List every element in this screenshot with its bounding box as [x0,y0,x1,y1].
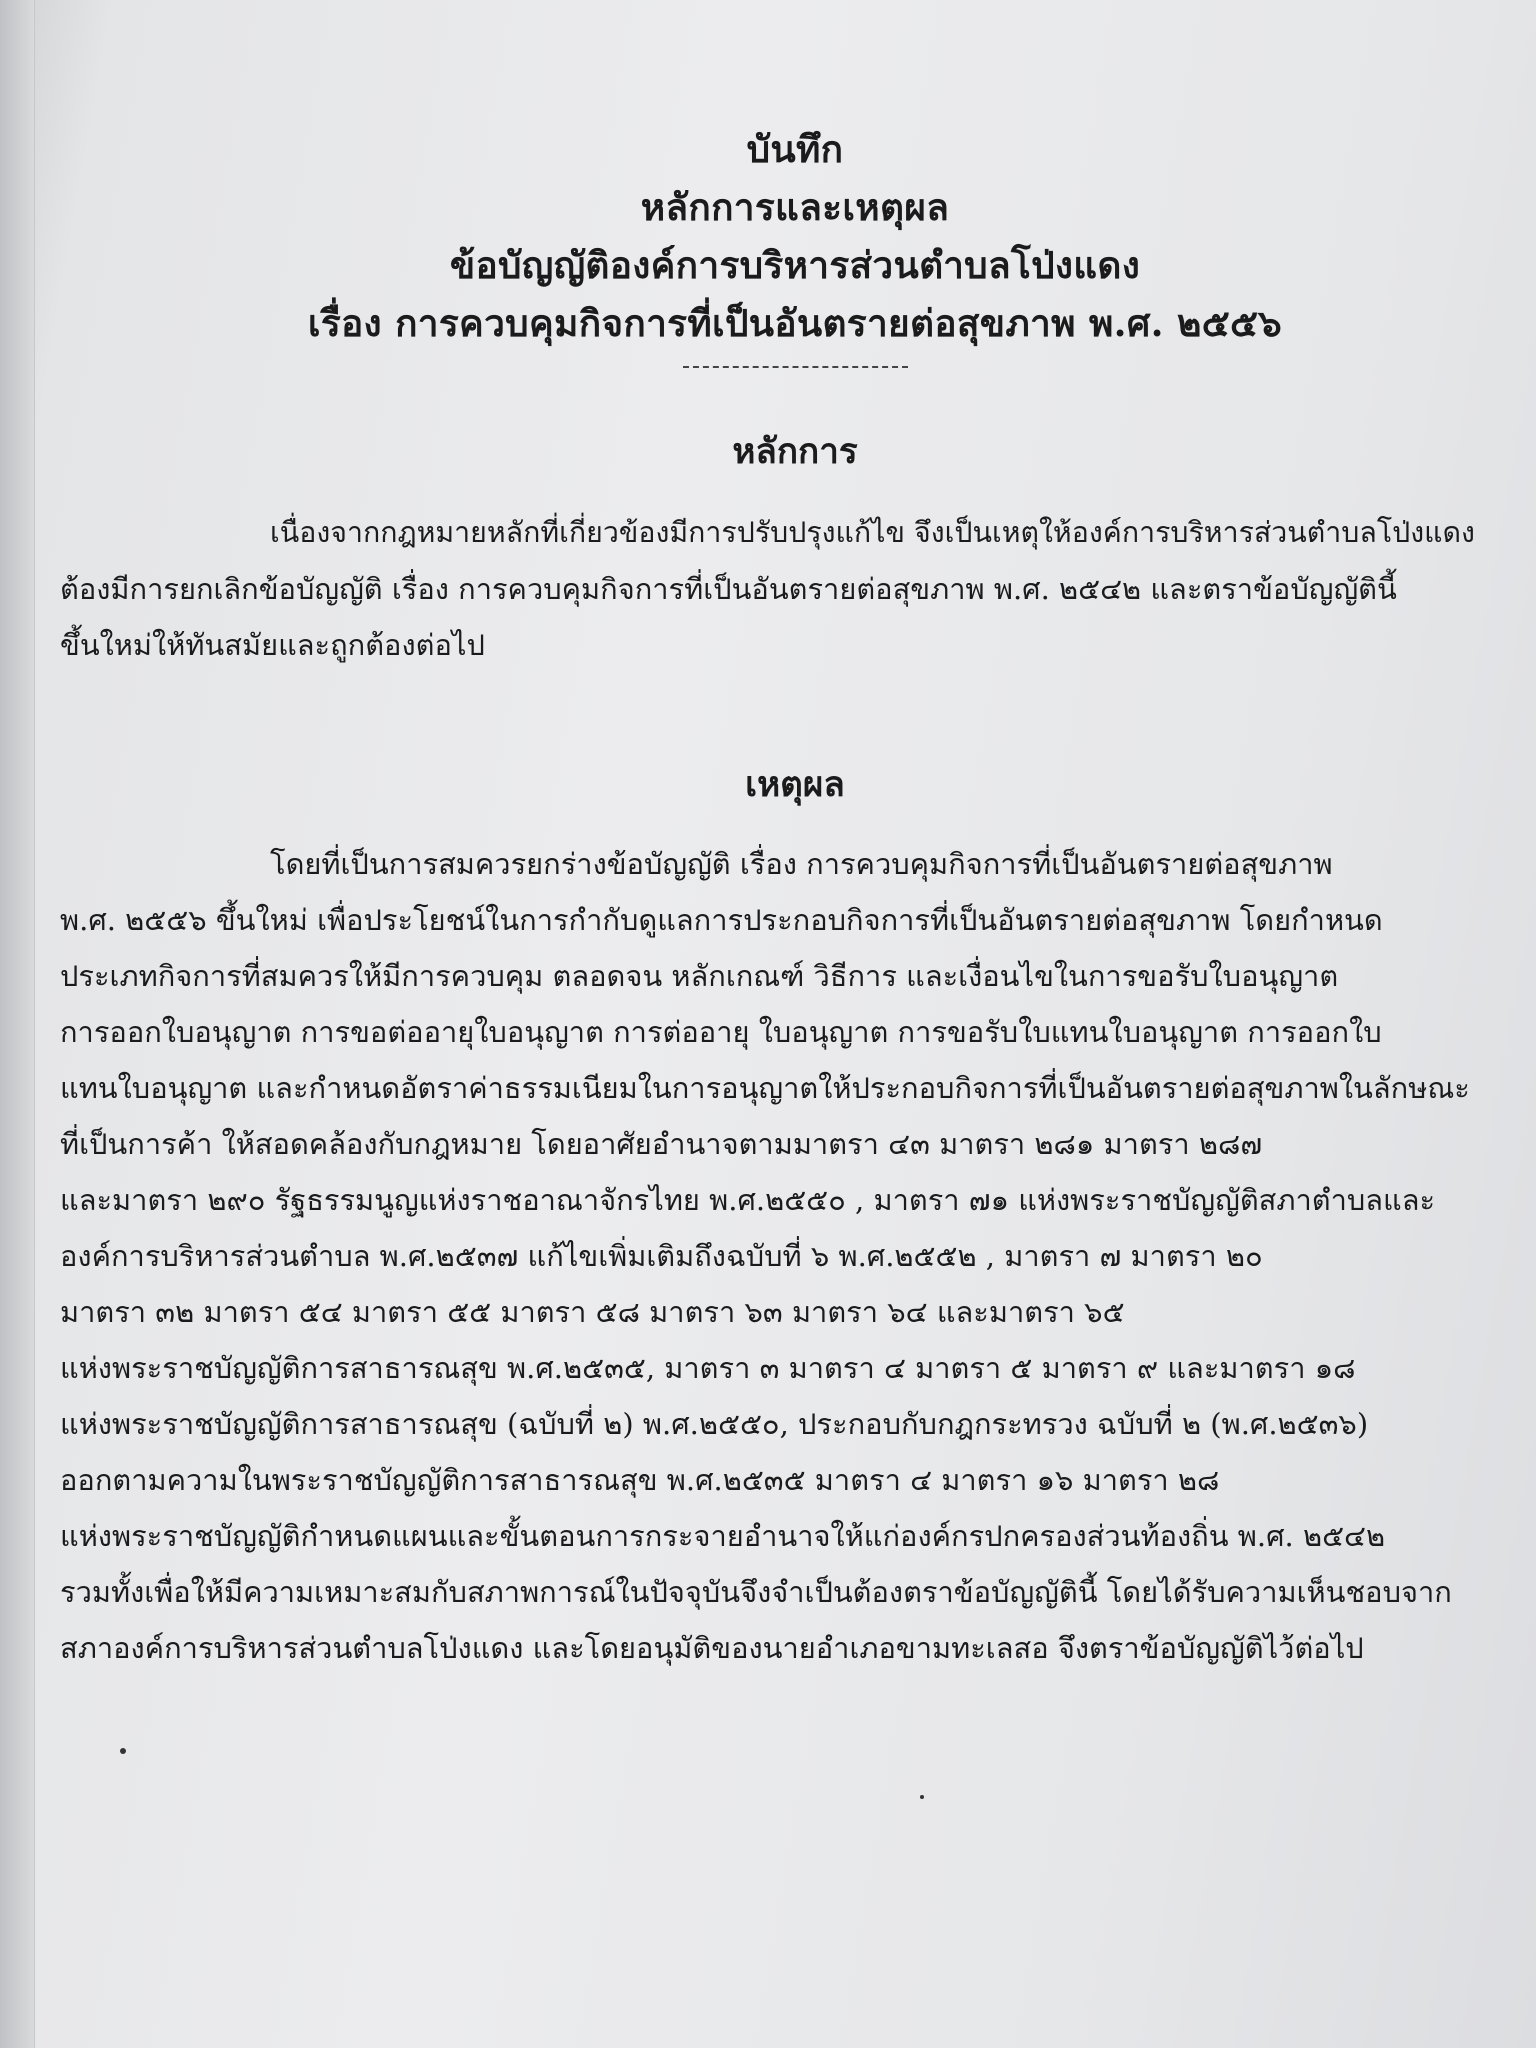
header-subject: เรื่อง การควบคุมกิจการที่เป็นอันตรายต่อสุขภาพ พ.ศ. ๒๕๕๖ [307,301,1283,345]
reason-line: โดยที่เป็นการสมควรยกร่างข้อบัญญัติ เรื่อง การควบคุมกิจการที่เป็นอันตรายต่อสุขภาพ [270,847,1333,881]
reason-paragraph [60,836,1480,1676]
reason-line: แห่งพระราชบัญญัติกำหนดแผนและขั้นตอนการกระจายอำนาจให้แก่องค์กรปกครองส่วนท้องถิ่น พ.ศ. ๒๕๔๒ [60,1519,1386,1553]
principle-line: เนื่องจากกฎหมายหลักที่เกี่ยวข้องมีการปรับปรุงแก้ไข จึงเป็นเหตุให้องค์การบริหารส่วนตำบลโป่งแดง [270,516,1475,549]
document-page [60,120,1480,2020]
reason-line: พ.ศ. ๒๕๕๖ ขึ้นใหม่ เพื่อประโยชน์ในการกำกับดูแลการประกอบกิจการที่เป็นอันตรายต่อสุขภาพ โดยกำหนด [60,903,1383,937]
header-ordinance-name: ข้อบัญญัติองค์การบริหารส่วนตำบลโป่งแดง [449,243,1141,287]
header-principle-and-reason: หลักการและเหตุผล [640,185,950,229]
principle-line: ต้องมีการยกเลิกข้อบัญญัติ เรื่อง การควบคุมกิจการที่เป็นอันตรายต่อสุขภาพ พ.ศ. ๒๕๔๒ และตราข้อบัญญัตินี้ [60,572,1397,606]
header-memo-title: บันทึก [746,127,844,171]
reason-line: มาตรา ๓๒ มาตรา ๕๔ มาตรา ๕๕ มาตรา ๕๘ มาตรา ๖๓ มาตรา ๖๔ และมาตรา ๖๕ [60,1295,1125,1329]
paper-edge [0,0,35,2048]
reason-line: แห่งพระราชบัญญัติการสาธารณสุข พ.ศ.๒๕๓๕, มาตรา ๓ มาตรา ๔ มาตรา ๕ มาตรา ๙ และมาตรา ๑๘ [60,1351,1356,1385]
principle-line: ขึ้นใหม่ให้ทันสมัยและถูกต้องต่อไป [60,628,485,662]
reason-line: แห่งพระราชบัญญัติการสาธารณสุข (ฉบับที่ ๒) พ.ศ.๒๕๕๐, ประกอบกับกฎกระทรวง ฉบับที่ ๒ (พ.ศ.๒๕๓๖) [60,1407,1369,1441]
reason-line: รวมทั้งเพื่อให้มีความเหมาะสมกับสภาพการณ์ในปัจจุบันจึงจำเป็นต้องตราข้อบัญญัตินี้ โดยได้รับความเห็นชอบจาก [60,1575,1452,1609]
reason-line: ที่เป็นการค้า ให้สอดคล้องกับกฎหมาย โดยอาศัยอำนาจตามมาตรา ๔๓ มาตรา ๒๘๑ มาตรา ๒๘๗ [60,1127,1263,1161]
reason-line: องค์การบริหารส่วนตำบล พ.ศ.๒๕๓๗ แก้ไขเพิ่มเติมถึงฉบับที่ ๖ พ.ศ.๒๕๕๒ , มาตรา ๗ มาตรา ๒๐ [60,1239,1263,1273]
reason-heading: เหตุผล [745,764,845,805]
reason-line: แทนใบอนุญาต และกำหนดอัตราค่าธรรมเนียมในการอนุญาตให้ประกอบกิจการที่เป็นอันตรายต่อสุขภาพในลักษณะ [60,1071,1470,1105]
reason-line: ประเภทกิจการที่สมควรให้มีการควบคุม ตลอดจน หลักเกณฑ์ วิธีการ และเงื่อนไขในการขอรับใบอนุญาต [60,959,1339,993]
document-header [110,120,1480,368]
reason-line: การออกใบอนุญาต การขอต่ออายุใบอนุญาต การต่ออายุ ใบอนุญาต การขอรับใบแทนใบอนุญาต การออกใบ [60,1015,1382,1049]
reason-line: และมาตรา ๒๙๐ รัฐธรรมนูญแห่งราชอาณาจักรไทย พ.ศ.๒๕๕๐ , มาตรา ๗๑ แห่งพระราชบัญญัติสภาตำบลและ [60,1183,1436,1217]
principle-paragraph [60,505,1480,673]
paper-speck [120,1748,126,1754]
principle-heading: หลักการ [732,431,858,472]
header-divider [683,366,908,368]
reason-line: สภาองค์การบริหารส่วนตำบลโป่งแดง และโดยอนุมัติของนายอำเภอขามทะเลสอ จึงตราข้อบัญญัติไว้ต่อไป [60,1631,1364,1665]
paper-speck [920,1795,924,1799]
reason-line: ออกตามความในพระราชบัญญัติการสาธารณสุข พ.ศ.๒๕๓๕ มาตรา ๔ มาตรา ๑๖ มาตรา ๒๘ [60,1463,1220,1497]
